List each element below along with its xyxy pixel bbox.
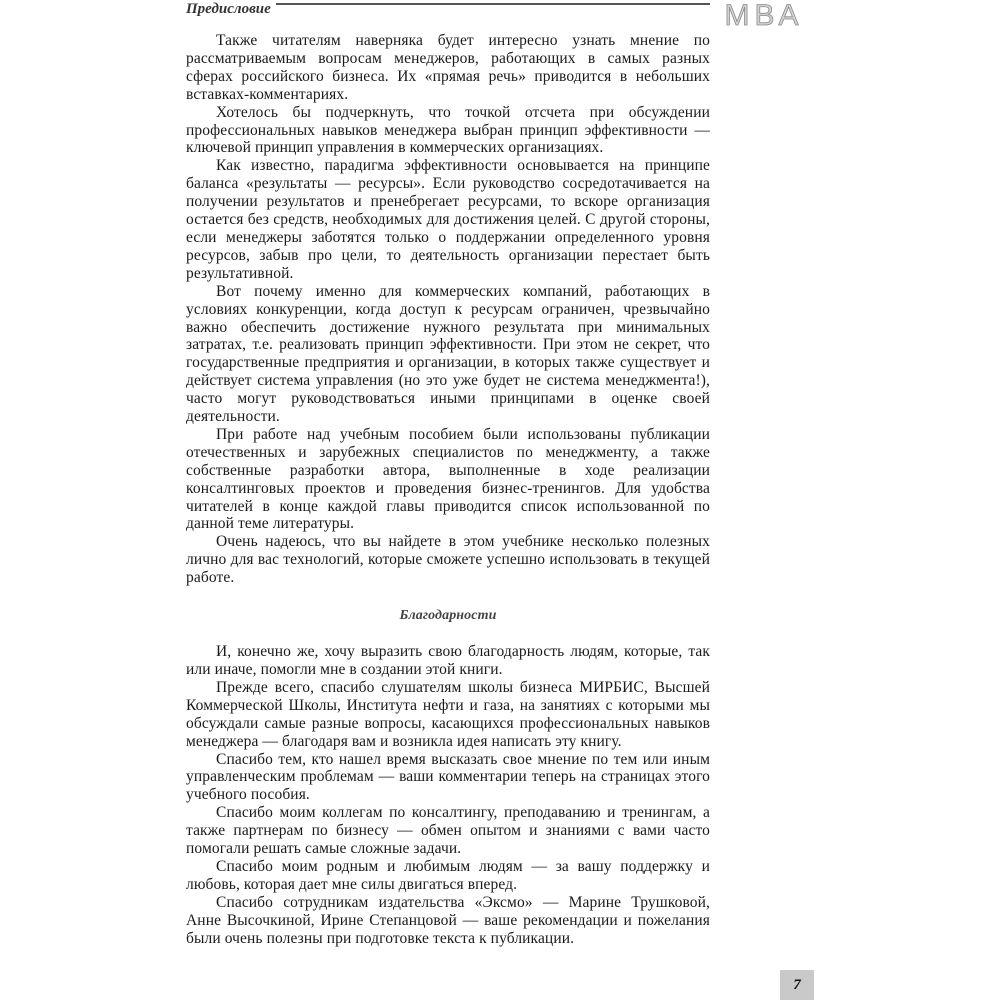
acknowledgement-paragraph: Спасибо тем, кто нашел время высказать свое мнение по тем или иным управленческим проблемам — ваши комментарии теперь на страницах этого учебного пособия. (186, 750, 710, 804)
acknowledgement-paragraph: Спасибо моим коллегам по консалтингу, преподаванию и тренингам, а также партнерам по бизнесу — обмен опытом и знаниями с вами часто помогали решать самые сложные задачи. (186, 804, 710, 858)
header-rule (276, 3, 710, 5)
acknowledgements-section (186, 643, 710, 947)
intro-paragraph: Также читателям наверняка будет интересно узнать мнение по рассматриваемым вопросам менеджеров, работающих в самых разных сферах российского бизнеса. Их «прямая речь» приводится в небольших вставках-комментариях. (186, 32, 710, 103)
acknowledgements-heading: Благодарности (399, 608, 497, 624)
intro-section (186, 32, 710, 587)
page-body (186, 32, 710, 948)
acknowledgement-paragraph: Прежде всего, спасибо слушателям школы бизнеса МИРБИС, Высшей Коммерческой Школы, Института нефти и газа, на занятиях с которыми мы обсуждали самые разные вопросы, касающихся профессиональных навыков менеджера — благодаря вам и возникла идея написать эту книгу. (186, 678, 710, 750)
intro-paragraph: Как известно, парадигма эффективности основывается на принципе баланса «результаты — ресурсы». Если руководство сосредотачивается на получении результатов и пренебрегает ресурсами, то вскоре организация остается без средств, необходимых для достижения целей. С другой стороны, если менеджеры заботятся только о поддержании определенного уровня ресурсов, забыв про цели, то деятельность организации перестает быть результативной. (186, 157, 710, 282)
intro-paragraph: Хотелось бы подчеркнуть, что точкой отсчета при обсуждении профессиональных навыков менеджера выбран принцип эффективности — ключевой принцип управления в коммерческих организациях. (186, 103, 710, 157)
acknowledgement-paragraph: Спасибо моим родным и любимым людям — за вашу поддержку и любовь, которая дает мне силы двигаться вперед. (186, 857, 710, 893)
intro-paragraph: При работе над учебным пособием были использованы публикации отечественных и зарубежных специалистов по менеджменту, а также собственные разработки автора, выполненные в ходе реализации консалтинговых проектов и проведения бизнес-тренингов. Для удобства читателей в конце каждой главы приводится список использованной по данной теме литературы. (186, 425, 710, 533)
page-number: 7 (780, 970, 814, 1000)
acknowledgement-paragraph: И, конечно же, хочу выразить свою благодарность людям, которые, так или иначе, помогли мне в создании этой книги. (186, 643, 710, 678)
brand-logo-text: МВА (724, 0, 804, 28)
mba-brand-logo (716, 0, 812, 28)
running-header-title: Предисловие (186, 1, 271, 17)
intro-paragraph: Очень надеюсь, что вы найдете в этом учебнике несколько полезных лично для вас технологий, которые сможете успешно использовать в текущей работе. (186, 533, 710, 587)
intro-paragraph: Вот почему именно для коммерческих компаний, работающих в условиях конкуренции, когда доступ к ресурсам ограничен, чрезвычайно важно обеспечить достижение нужного результата при минимальных затратах, т.е. реализовать принцип эффективности. При этом не секрет, что государственные предприятия и организации, в которых также существует и действует система управления (но это уже будет не система менеджмента!), часто могут руководствоваться иными принципами в оценке своей деятельности. (186, 282, 710, 426)
acknowledgement-paragraph: Спасибо сотрудникам издательства «Эксмо» — Марине Трушковой, Анне Высочкиной, Ирине Степанцовой — ваше рекомендации и пожелания были очень полезны при подготовке текста к публикации. (186, 893, 710, 947)
